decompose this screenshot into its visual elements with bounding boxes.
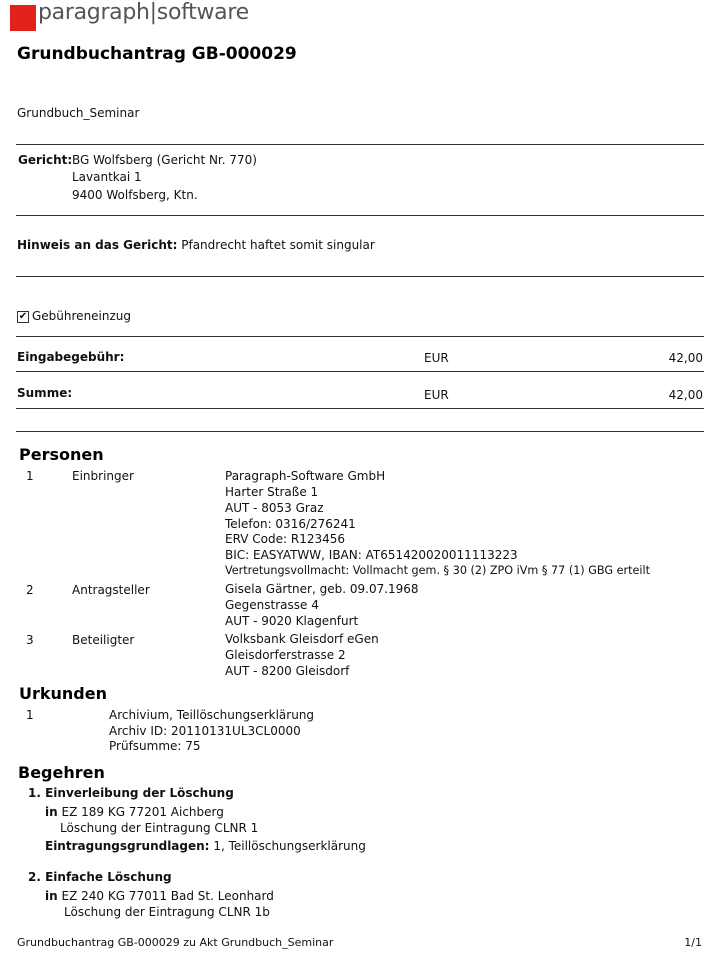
person-line: BIC: EASYATWW, IBAN: AT651420020011113223 [225, 548, 518, 562]
begehren-grundlagen-row [45, 839, 366, 853]
person-nr: 3 [26, 633, 34, 647]
person-nr: 2 [26, 583, 34, 597]
begehren-detail: Löschung der Eintragung CLNR 1 [60, 821, 259, 835]
person-role: Antragsteller [72, 583, 150, 597]
footer-text: Grundbuchantrag GB-000029 zu Akt Grundbuch_Seminar [17, 936, 334, 949]
page-title: Grundbuchantrag GB-000029 [17, 44, 297, 64]
person-line: Paragraph-Software GmbH [225, 469, 386, 483]
person-line: AUT - 8200 Gleisdorf [225, 664, 350, 678]
begehren-item-title: 1. Einverleibung der Löschung [28, 786, 234, 800]
urkunden-heading: Urkunden [19, 684, 107, 703]
hinweis-text: Pfandrecht haftet somit singular [181, 238, 375, 252]
grundlagen-text: 1, Teillöschungserklärung [213, 839, 366, 853]
begehren-item-title: 2. Einfache Löschung [28, 870, 172, 884]
urkunde-nr: 1 [26, 708, 34, 722]
divider [16, 408, 704, 409]
person-line: Gleisdorferstrasse 2 [225, 648, 346, 662]
divider [16, 144, 704, 145]
gebuehreneinzug-label: Gebühreneinzug [32, 309, 132, 323]
begehren-in-row [45, 805, 224, 819]
akt-name: Grundbuch_Seminar [17, 106, 140, 120]
person-role: Einbringer [72, 469, 134, 483]
person-line: Volksbank Gleisdorf eGen [225, 632, 379, 646]
in-label: in [45, 805, 58, 819]
person-line: Telefon: 0316/276241 [225, 517, 356, 531]
begehren-detail: Löschung der Eintragung CLNR 1b [64, 905, 270, 919]
person-line: Gisela Gärtner, geb. 09.07.1968 [225, 582, 419, 596]
urkunde-line: Prüfsumme: 75 [109, 739, 201, 753]
hinweis-label: Hinweis an das Gericht: [17, 238, 178, 252]
begehren-heading: Begehren [18, 763, 105, 782]
hinweis-row [17, 238, 375, 252]
person-line: Vertretungsvollmacht: Vollmacht gem. § 30 (2) ZPO iVm § 77 (1) GBG erteilt [225, 564, 650, 577]
person-line: AUT - 8053 Graz [225, 501, 324, 515]
page-number: 1/1 [684, 936, 702, 949]
gericht-label: Gericht: [18, 153, 73, 167]
person-line: AUT - 9020 Klagenfurt [225, 614, 359, 628]
urkunde-line: Archiv ID: 20110131UL3CL0000 [109, 724, 301, 738]
divider [16, 431, 704, 432]
in-text: EZ 240 KG 77011 Bad St. Leonhard [61, 889, 274, 903]
personen-heading: Personen [19, 445, 104, 464]
divider [16, 371, 704, 372]
gericht-line: Lavantkai 1 [72, 170, 142, 184]
summe-amount: 42,00 [668, 388, 703, 402]
in-text: EZ 189 KG 77201 Aichberg [61, 805, 224, 819]
gebuehreneinzug-checkbox[interactable]: ✔ [18, 311, 28, 322]
logo-mark [10, 5, 36, 31]
eingabegebuehr-amount: 42,00 [668, 351, 703, 365]
person-line: Harter Straße 1 [225, 485, 319, 499]
summe-currency: EUR [424, 388, 449, 402]
grundlagen-label: Eintragungsgrundlagen: [45, 839, 210, 853]
eingabegebuehr-currency: EUR [424, 351, 449, 365]
urkunde-line: Archivium, Teillöschungserklärung [109, 708, 315, 722]
divider [16, 336, 704, 337]
gericht-line: 9400 Wolfsberg, Ktn. [72, 188, 198, 202]
person-line: ERV Code: R123456 [225, 532, 346, 546]
person-role: Beteiligter [72, 633, 135, 647]
divider [16, 276, 704, 277]
summe-label: Summe: [17, 386, 73, 400]
in-label: in [45, 889, 58, 903]
person-line: Gegenstrasse 4 [225, 598, 319, 612]
divider [16, 215, 704, 216]
begehren-in-row [45, 889, 274, 903]
person-nr: 1 [26, 469, 34, 483]
logo-text: paragraph|software [38, 0, 249, 25]
eingabegebuehr-label: Eingabegebühr: [17, 350, 125, 364]
gericht-line: BG Wolfsberg (Gericht Nr. 770) [72, 153, 257, 167]
